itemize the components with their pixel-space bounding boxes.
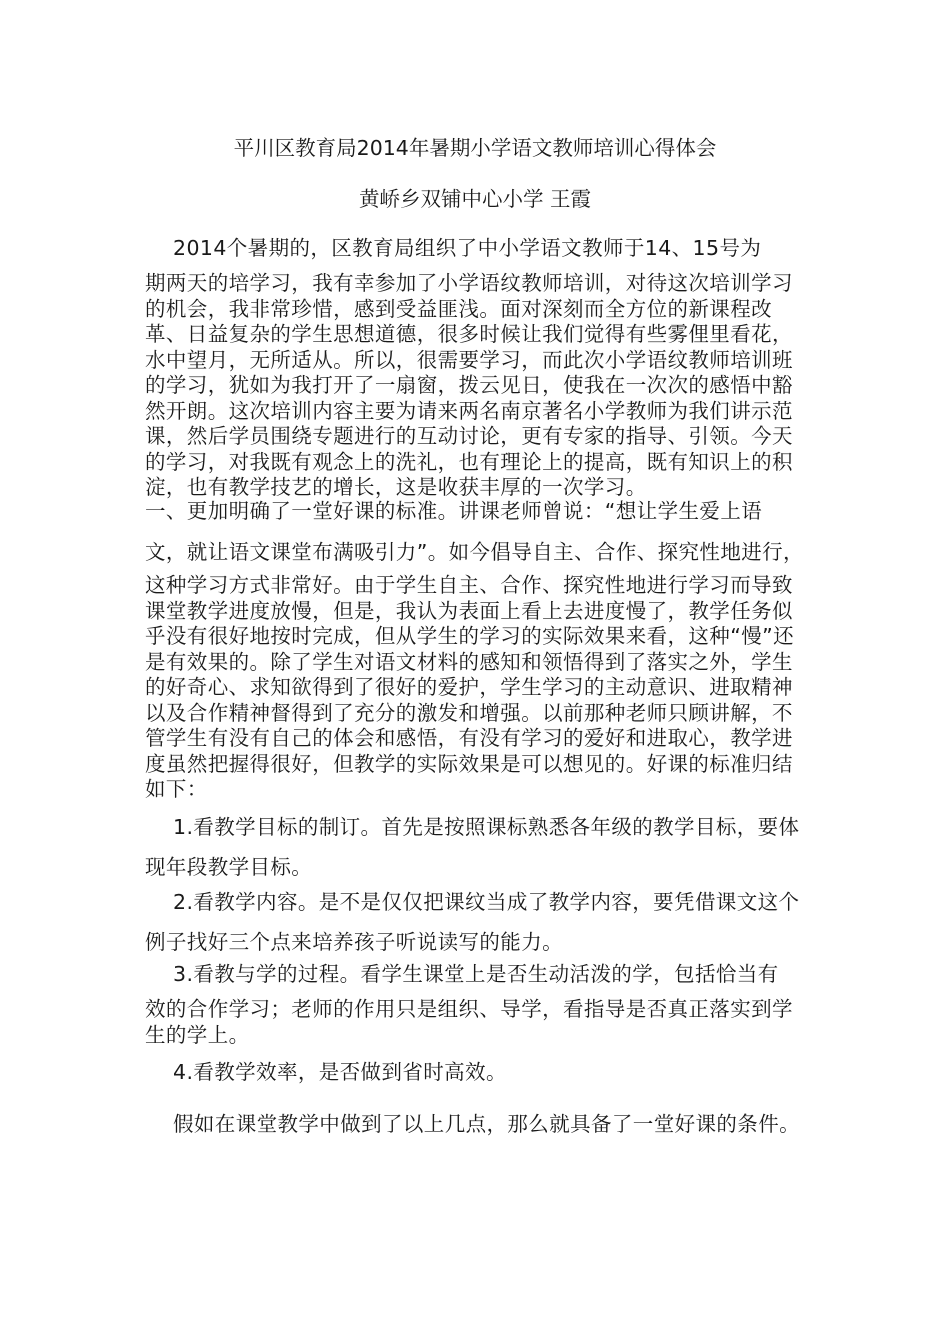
paragraph-2-body: 这种学习方式非常好。由于学生自主、合作、探究性地进行学习而导致课堂教学进度放慢，但是，我认为表面上看上去进度慢了，教学任务似乎没有很好地按时完成，但从学生的学习的实际效果来看，这种“慢”还是有效果的。除了学生对语文材料的感知和领悟得到了落实之外，学生的好奇心、求知欲得到了很好的爱护，学生学习的主动意识、进取精神以及合作精神督得到了充分的激发和增强。以前那种老师只顾讲解，不管学生有没有自己的体会和感悟，有没有学习的爱好和进取心，教学进度虽然把握得很好，但教学的实际效果是可以想见的。好课的标准归结如下： — [145, 573, 795, 801]
paragraph-2-second-line: 文，就让语文课堂布满吸引力”。如今倡导自主、合作、探究性地进行， — [145, 540, 804, 564]
standard-item-3-first-line: 3.看教与学的过程。看学生课堂上是否生动活泼的学，包括恰当有 — [173, 962, 779, 986]
standard-item-3-body: 效的合作学习；老师的作用只是组织、导学，看指导是否真正落实到学生的学上。 — [145, 997, 793, 1047]
document-author: 黄峤乡双铺中心小学 王霞 — [358, 187, 592, 211]
standard-item-2: 2.看教学内容。是不是仅仅把课纹当成了教学内容，要凭借课文这个例子找好三个点来培养孩子听说读写的能力。 — [145, 890, 800, 954]
paragraph-2-first-line: 一、更加明确了一堂好课的标准。讲课老师曾说：“想让学生爱上语 — [145, 499, 763, 523]
document-title: 平川区教育局2014年暑期小学语文教师培训心得体会 — [233, 136, 717, 160]
paragraph-1-first-line: 2014个暑期的，区教育局组织了中小学语文教师于14、15号为 — [173, 236, 762, 260]
standard-item-1: 1.看教学目标的制订。首先是按照课标熟悉各年级的教学目标，要体现年段教学目标。 — [145, 815, 800, 879]
standard-item-4: 4.看教学效率，是否做到省时高效。 — [173, 1060, 507, 1084]
paragraph-1-body: 期两天的培学习，我有幸参加了小学语纹教师培训，对待这次培训学习的机会，我非常珍惜，感到受益匪浅。面对深刻而全方位的新课程改革、日益复杂的学生思想道德，很多时候让我们觉得有些雾俚里看花，水中望月，无所适从。所以，很需要学习，而此次小学语纹教师培训班的学习，犹如为我打开了一扇窗，拨云见日，使我在一次次的感悟中豁然开朗。这次培训内容主要为请来两名南京著名小学教师为我们讲示范课，然后学员围绕专题进行的互动讨论，更有专家的指导、引领。今天的学习，对我既有观念上的洗礼，也有理论上的提高，既有知识上的积淀，也有教学技艺的增长，这是收获丰厚的一次学习。 — [145, 271, 793, 499]
conclusion-paragraph: 假如在课堂教学中做到了以上几点，那么就具备了一堂好课的条件。 — [173, 1112, 800, 1136]
